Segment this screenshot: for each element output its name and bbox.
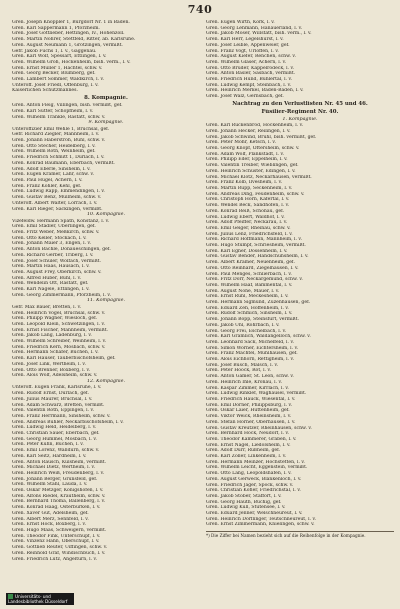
- footnote: *) Die Ziffer bei Namen bezieht sich auf die Reihenfolge in der Kompagnie.: [206, 531, 394, 538]
- casualty-entry: Gren. Jakob Lang, Ladenburg, l. v.: [12, 333, 92, 339]
- casualty-entry: Gren. Wilhelm Glaser, Achern, l. v.: [206, 59, 287, 65]
- casualty-entry: Vizefeldw. Hermann Späth, Konstanz, l. v.: [12, 218, 110, 224]
- casualty-entry: Gren. Franz Herrmann, Sinsheim, schw. v.: [12, 413, 111, 419]
- casualty-entry: Gren. Josef Busch, Malsch, l. v.: [206, 362, 279, 368]
- casualty-entry: Gren. Karl Sappermann 1, Pforzheim.: [12, 25, 100, 31]
- library-stamp: [6, 593, 74, 605]
- casualty-entry: Gren. Franz Kolb, Ilvesheim, l. v.: [206, 180, 283, 186]
- casualty-entry: Gren. Otto Lang, Leopoldshafen, l. v.: [206, 471, 292, 477]
- casualty-entry: Gren. Georg Lehmann, Hanauerland, l. v.: [206, 25, 303, 31]
- casualty-entry: Gren. Friedrich Lutz, Angeltürn, l. v.: [12, 556, 98, 562]
- casualty-entry: Gren. Vinzenz Hahn, Oberschüpf, l. v.: [12, 539, 100, 545]
- casualty-entry: Gren. Andreas Ding, Feudenheim, schw. v.: [206, 191, 305, 197]
- casualty-entry: Gren. Karl Sutter, Schopfheim, l. v.: [12, 108, 94, 114]
- casualty-entry: Gren. Alfons Riedel, Krautheim, schw. v.: [12, 493, 106, 499]
- casualty-entry: Gren. Julius Lenz, Friedrichsfeld, l. v.: [206, 231, 293, 237]
- casualty-entry: Gren. Michael Dietz, Wertheim, l. v.: [12, 465, 96, 471]
- casualty-entry: Gren. Otto Brenner, Boxberg, l. v.: [12, 367, 91, 373]
- casualty-entry: Gren. Richard Gerber, Triberg, l. v.: [12, 252, 94, 258]
- casualty-entry: Gren. Heinrich Merkel, Baden-Baden, l. v.: [206, 88, 304, 94]
- casualty-entry: Gren. Ludwig Kull, Stutensee, l. v.: [206, 505, 286, 511]
- casualty-entry: Kaiserlichen Schutzmannes.: [12, 88, 78, 94]
- casualty-entry: Gren. Wilhelm Roth, Weinheim, gef.: [12, 149, 96, 155]
- section-heading: 8. Kompagnie.: [84, 95, 128, 102]
- casualty-entry: Gren. Adolf Eberle, Sinsheim, l. v.: [12, 166, 91, 172]
- casualty-entry: Gren. Michael Klotz, Neckarhausen, vermißt.: [206, 174, 312, 180]
- casualty-entry: Gren. Fritz Weber, Meßkirch, schw. v.: [12, 230, 100, 236]
- casualty-entry: Gren. Wilhelm Leicht, Eggenstein, vermißt.: [206, 465, 308, 471]
- casualty-entry: Gren. Ludwig Rinklef, Waghäusel, vermißt.: [206, 391, 307, 397]
- casualty-entry: Gren. Rudolf Ernst, Durlach, gef.: [12, 391, 90, 397]
- casualty-entry: Gren. August Frey, Oberkirch, schw. v.: [12, 269, 102, 275]
- casualty-entry: Gren. Gustav Benz, Müllheim, schw. v.: [12, 195, 102, 201]
- casualty-entry: Gren. August Neumann 1, Grötzingen, vermißt.: [12, 42, 123, 48]
- casualty-entry: Gren. Johann Bopp, Steinsfurt, vermißt.: [206, 317, 299, 323]
- casualty-entry: Gren. Christian Sauer, Eberbach, gef.: [12, 431, 100, 437]
- company-heading: 12. Kompagnie.: [86, 379, 126, 384]
- casualty-entry: Gren. Karl Egner, Dossenheim, l. v.: [206, 248, 288, 254]
- casualty-entry: Gren. Josef Link, Wertheim, l. v.: [12, 361, 86, 367]
- casualty-entry: Gren. Wendel Beck, Sandhofen, l. v.: [206, 203, 290, 209]
- casualty-entry: Gren. Heinrich Weiß, Freudenberg, l. v.: [12, 470, 105, 476]
- right-column: [206, 20, 394, 592]
- casualty-entry: Gren. Paul Hügel, Achern, l. v.: [12, 177, 83, 183]
- left-column: [12, 20, 200, 592]
- casualty-entry: Gren. Jakob Uhl, Rohrbach, l. v.: [206, 322, 280, 328]
- casualty-entry: Gren. Heinrich Dörflinger, Teutschneureut, l. v.: [206, 516, 316, 522]
- casualty-entry: Gren. Ludwig Ebert, Waldhof, l. v.: [206, 214, 285, 220]
- casualty-entry: Gren. Johann Haberstroh, Bühl, schw. v.: [12, 138, 106, 144]
- casualty-entry: Gren. Konrad Baumann, Eberbach, vermißt.: [12, 160, 115, 166]
- casualty-entry: Gren. Karl Seitz, Hardheim, l. v.: [12, 453, 87, 459]
- casualty-entry: Gren. Christoph Horn, Käfertal, l. v.: [206, 197, 290, 203]
- casualty-entry: Gren. Bernhard Thoma, Ballenberg, l. v.: [12, 499, 106, 505]
- casualty-entry: Gren. Ernst Rühl, Meckesheim, l. v.: [206, 294, 289, 300]
- casualty-entry: Gren. Simon Wörner, Eichtersheim, l. v.: [206, 345, 299, 351]
- casualty-entry: Gefr. Jakob Fuchs 1, l. v., Gaggenau.: [12, 48, 97, 54]
- casualty-entry: Gren. Adam Schwarz, Bretten, vermißt.: [12, 402, 105, 408]
- casualty-entry: Gren. Ernst Nagel, Liedolsheim, l. v.: [206, 442, 291, 448]
- casualty-entry: Gren. Oskar Metzger, Königshofen, l. v.: [12, 488, 104, 494]
- casualty-entry: Gren. Ernst Zimmermann, Knielingen, schw. v.: [206, 522, 315, 528]
- casualty-entry: Gren. Philipp Wagner, Wiesloch, gef.: [12, 316, 98, 322]
- casualty-entry: Gren. Konrad Haag, Osterburken, l. v.: [12, 505, 101, 511]
- casualty-entry: Gren. Adolf Dürr, Rußheim, gef.: [206, 448, 281, 454]
- casualty-entry: Gren. Alois Eichhorn, Rettigheim, l. v.: [206, 357, 295, 363]
- casualty-entry: Unteroff. Eugen Frank, Karlsruhe, l. v.: [12, 385, 102, 391]
- casualty-entry: Gren. Wilhelm Gröh, Hockenheim, bish. verm., l. v.: [12, 59, 131, 65]
- casualty-entry: Gren. Ludwig Rapp, Emmendingen, l. v.: [12, 189, 105, 195]
- casualty-entry: Gren. Anton Rausch, Külsheim, vermißt.: [12, 459, 107, 465]
- casualty-entry: Gren. Friedrich Hauck, Wiesental, l. v.: [206, 397, 296, 402]
- company-heading: 10. Kompagnie.: [86, 212, 126, 218]
- stamp-line-1: Universitäts- und: [15, 594, 51, 599]
- casualty-entry: Gren. Andreas Bühler, Neckarbischofsheim, l. v.: [12, 419, 124, 425]
- casualty-entry: Gren. Ludwig Kempf, Steinbach, l. v.: [206, 82, 292, 88]
- casualty-entry: Gren. Peter Mohr, Ketsch, l. v.: [206, 140, 276, 146]
- casualty-entry: Gren. Alois Wolf, Adelsheim, schw. v.: [12, 373, 98, 379]
- casualty-entry: Gren. Georg Hauth, Büchig, gef.: [206, 499, 282, 505]
- casualty-entry: Gren. Karl Rieger, Säckingen, vermißt.: [12, 206, 103, 212]
- casualty-entry: Gren. Stefan Hörner, Oberhausen, l. v.: [206, 419, 296, 425]
- casualty-entry: Gren. Xaver Gut, Adelsheim, gef.: [12, 510, 89, 516]
- casualty-entry: Gren. Martin Nohrer, Stettfeld, Ritter, ab. Karlsruhe.: [12, 37, 136, 43]
- casualty-entry: Gren. Johann Hecker, Reilingen, l. v.: [206, 128, 291, 134]
- casualty-entry: Gren. Leopold Klein, Schwetzingen, l. v.: [12, 321, 106, 327]
- casualty-entry: Gren. Karl Hauser, Tauberbischofsheim, gef.: [12, 356, 116, 362]
- casualty-entry: Gren. Otto Keller, Stockach, l. v.: [12, 235, 87, 241]
- casualty-entry: Gren. Georg Becker, Blumberg, gef.: [12, 71, 96, 77]
- casualty-entry: Gren. August Kiefer, Renchen, schw. v.: [206, 54, 296, 60]
- casualty-entry: Gren. Lambert Sommer, Waldkirch, l. v.: [12, 77, 104, 83]
- casualty-entry: Gren. Peter Hoock, Rot, l. v.: [206, 368, 271, 374]
- casualty-entry: Gren. Wendelin Ott, Rastatt, gef.: [12, 281, 89, 287]
- casualty-entry: Gren. Richard Hoffmann, Mannheim, l. v.: [206, 237, 302, 243]
- casualty-entry: Gren. Kaspar Zimmer, Kirrlach, l. v.: [206, 385, 289, 391]
- casualty-entry: Gren. Josef Gottlieber, Hettingen, lv., Hohenzoll.: [12, 31, 125, 37]
- casualty-entry: Gren. Gustav Kreutzer, Rheinhausen, schw. v.: [206, 425, 312, 431]
- casualty-entry: Gren. Eugen Kramer, Lahr, schw. v.: [12, 172, 94, 178]
- casualty-entry: Gren. Jakob Schwind, Brühl, bish. vermißt, gef.: [206, 134, 317, 140]
- casualty-entry: Gren. Martin Haas, Hausach, l. v.: [12, 264, 90, 270]
- casualty-entry: Gren. Konrad Reiß, Schönau, gef.: [206, 208, 285, 214]
- casualty-entry: Gren. August Nohe, Mauer, l. v.: [206, 288, 280, 294]
- casualty-entry: Gren. Viktor Weick, Rheinsheim, l. v.: [206, 414, 292, 420]
- casualty-entry: Gren. Georg Hummel, Mosbach, l. v.: [12, 436, 97, 442]
- casualty-entry: Gren. Ernst Fischer, Mannheim, vermißt.: [12, 327, 109, 333]
- casualty-entry: Gren. Friedrich Kern, Mosbach, schw. v.: [12, 344, 106, 350]
- casualty-entry: Gren. Wilhelm Tränkle, Rastatt, schw. v.: [12, 114, 106, 120]
- casualty-entry: Gren. Philipp Eder, Eppelheim, l. v.: [206, 157, 288, 163]
- casualty-entry: Gren. Georg Zimmermann, Pforzheim, l. v.: [12, 292, 111, 298]
- casualty-entry: Gren. Anton Gamer, St. Leon, schw. v.: [206, 374, 294, 380]
- casualty-entry: Gren. Friedrich Hund, Bühlertal, l. v.: [206, 77, 292, 83]
- casualty-entry: Gren. Jakob Stober, Staffort, l. v.: [206, 493, 282, 499]
- casualty-entry: Gren. Otto Bruder, Kappelrodeck, l. v.: [206, 65, 294, 71]
- casualty-entry: Gren. Theodor Kammerer, Graben, l. v.: [206, 436, 297, 442]
- casualty-entry: Gren. Adam Wolf, Plankstadt, l. v.: [206, 151, 284, 157]
- casualty-entry: Unteroff. Albert Walter, Lörrach, l. v.: [12, 200, 98, 206]
- casualty-entry: Gren. Anton Bächle, Donaueschingen, gef.: [12, 247, 111, 253]
- section-heading: Füsilier-Regiment Nr. 40.: [261, 108, 339, 115]
- casualty-entry: Gren. Wilhelm Haaf, Bammental, l. v.: [206, 282, 293, 288]
- casualty-entry: Gren. Joseph Knoppler 1, Burgdorf Nr. 1 in Baden.: [12, 20, 130, 25]
- casualty-entry: Gren. Hugo Maas, Schweigern, vermißt.: [12, 527, 107, 533]
- casualty-entry: Gren. Albert Krämer, Neuenheim, gef.: [206, 260, 295, 266]
- casualty-entry: Gren. Hermann Meinzer, Hochstetten, l. v.: [206, 459, 305, 465]
- casualty-entry: Gren. Georg Frei, Eschelbach, l. v.: [206, 328, 287, 334]
- company-heading: 1. Kompagnie.: [282, 116, 318, 122]
- casualty-entry: Gren. Ernst Müller 1, Hachtel, schw. v.: [12, 65, 103, 71]
- casualty-entry: Gren. Theodor Fink, Unterschüpf, l. v.: [12, 533, 101, 539]
- casualty-entry: Gren. Oskar Laier, Huttenheim, gef.: [206, 408, 290, 414]
- casualty-entry: Gren. Karl Herr, Legelshurst, l. v.: [206, 37, 284, 43]
- casualty-entry: Gren. Karl Nägele, Ettlingen, l. v.: [12, 287, 90, 293]
- casualty-entry: Gren. Emil Geiger, Rheinau, schw. v.: [206, 225, 291, 231]
- casualty-entry: Gren. Valentin Roth, Eppingen, l. v.: [12, 408, 95, 414]
- casualty-entry: Gren. Karl Wolf, Spessart, Ettlingen, l. v.: [12, 54, 107, 60]
- casualty-entry: Gren. Ernst Hock, Boxberg, l. v.: [12, 522, 87, 528]
- casualty-entry: Gren. Rudolf Schmich, Sinsheim, l. v.: [206, 311, 293, 317]
- casualty-entry: Gren. Albert Merz, Sennfeld, l. v.: [12, 516, 89, 522]
- casualty-entry: Gren. Eduard Zeh, Hoffenheim, l. v.: [206, 305, 289, 311]
- casualty-entry: Gren. Reinhold Graf, Windischbuch, l. v.: [12, 550, 106, 556]
- casualty-entry: Gren. Fritz Dörr, Neckargemünd, schw. v.: [206, 277, 303, 283]
- casualty-entry: Gren. Peter Kuhn, Buchen, l. v.: [12, 442, 84, 448]
- casualty-entry: Gren. Otto Reinhard, Ziegelhausen, l. v.: [206, 265, 299, 271]
- casualty-entry: Gren. Heinrich Vogel, Bruchsal, schw. v.: [12, 310, 106, 316]
- casualty-entry: Gren. Jakob Moser, Willstätt, bish. verm., l. v.: [206, 31, 312, 37]
- casualty-entry: Gren. Anton Basler, Sasbach, vermißt.: [206, 71, 296, 77]
- casualty-entry: Unteroff. Josef Friedl, Offenburg, l. v.: [12, 82, 99, 88]
- casualty-entry: Gren. Hermann Schäfer, Buchen, l. v.: [12, 350, 99, 356]
- casualty-entry: Gren. Josef Schuler, Wolfach, vermißt.: [12, 258, 101, 264]
- casualty-entry: Gren. Hugo Stumpf, Schriesheim, vermißt.: [206, 243, 306, 249]
- casualty-entry: Gren. Eugen Wirth, Kork, l. v.: [206, 20, 275, 25]
- stamp-line-2: Landesbibliothek Düsseldorf: [8, 599, 68, 604]
- casualty-entry: Gren. Hermann Sigmund, Zuzenhausen, gef.: [206, 300, 311, 306]
- casualty-entry: Gefr. Max Bauer, Bretten, l. v.: [12, 304, 82, 310]
- casualty-entry: Gren. Valentin Treiber, Wieblingen, gef.: [206, 163, 299, 169]
- casualty-entry: Gren. Heinrich Schuster, Edingen, l. v.: [206, 168, 296, 174]
- casualty-entry: Gren. Johann Maier 3, Engen, l. v.: [12, 241, 92, 247]
- section-heading: Nachtrag zu den Verlustlisten Nr. 45 und 46.: [232, 100, 368, 107]
- casualty-entry: Gren. Eduard Jenner, Welschneureut, l. v.: [206, 511, 303, 517]
- page-number: 740: [187, 3, 213, 16]
- casualty-entry: Gren. Wilhelm Schreiber, Weinheim, l. v.: [12, 339, 107, 345]
- casualty-entry: Gren. Christian Kofler, Friedrichstal, l. v.: [206, 488, 301, 494]
- casualty-entry: Gren. Franz Mächtel, Mühlhausen, gef.: [206, 351, 298, 357]
- casualty-entry: Gren. Wilhelm Stahl, Lauda, l. v.: [12, 482, 88, 488]
- casualty-entry: Gren. Anton Fleig, Villingen, bish. vermißt, gef.: [12, 103, 123, 109]
- casualty-entry: Gren. Martin Rupp, Seckenheim, l. v.: [206, 185, 293, 191]
- casualty-entry: Gren. Emil Stadler, Überlingen, gef.: [12, 224, 96, 230]
- casualty-entry: Gren. Karl Gramlich, Waldangelloch, schw. v.: [206, 334, 311, 340]
- company-heading: 11. Kompagnie.: [86, 298, 126, 304]
- casualty-entry: Gren. Franz Vogt, Urloffen, l. v.: [206, 48, 279, 54]
- casualty-entry: Gren. Friedrich Schmitt 1, Durlach, l. v.: [12, 155, 105, 161]
- casualty-entry: Gren. August Gerweck, Blankenloch, l. v.: [206, 476, 302, 482]
- casualty-entry: Gren. Ludwig Held, Heidelberg, l. v.: [12, 425, 97, 431]
- casualty-entry: Gren. Emil Dörner, Philippsburg, l. v.: [206, 402, 293, 408]
- casualty-entry: Gren. Georg Knopf, Oftersheim, schw. v.: [206, 146, 300, 152]
- casualty-entry: Unteroffizier Emil Wehle 1, Bruchsal, gef.: [12, 126, 110, 132]
- casualty-entry: Gren. Julius Maurer, Bruchsal, l. v.: [12, 396, 93, 402]
- casualty-entry: Gren. Gottlieb Reuter, Uiffingen, schw. v.: [12, 545, 108, 551]
- casualty-entry: Gefr. Richard Ziegler, Mannheim, l. v.: [12, 132, 100, 138]
- casualty-entry: Gren. Emil Lorenz, Walldürn, schw. v.: [12, 448, 100, 454]
- casualty-entry: Gren. Gustav Bender, Handschuhsheim, l. v.: [206, 254, 309, 260]
- casualty-entry: Gren. Adolf Pfeiffer, Neckarau, l. v.: [206, 220, 288, 226]
- casualty-entry: Gren. Paul Menges, Schlierbach, l. v.: [206, 271, 292, 277]
- casualty-entry: Gren. Alfred Huber, Bühl, l. v.: [12, 275, 82, 281]
- casualty-entry: Gren. Otto Stecher, Heidelberg, l. v.: [12, 143, 96, 149]
- casualty-entry: Gren. Leonhard Sack, Michelfeld, l. v.: [206, 339, 294, 345]
- casualty-entry: Gren. Karl Ruckenbrod, Hockenheim, l. v.: [206, 123, 304, 129]
- casualty-entry: Gren. Heinrich Ihle, Kronau, l. v.: [206, 379, 283, 385]
- casualty-entry: Gren. Karl Zoller, Linkenheim, l. v.: [206, 454, 287, 460]
- casualty-entry: Gren. Friedrich Jäger, Spöck, schw. v.: [206, 482, 294, 488]
- casualty-entry: Gren. Josef Walz, Gernsbach, gef.: [206, 94, 284, 100]
- casualty-entry: Gren. Bernhard Hock, Neudorf, l. v.: [206, 431, 290, 437]
- casualty-entry: Gren. Franz Köhler, Kehl, gef.: [12, 183, 82, 189]
- casualty-entry: Gren. Johann Berger, Grünsfeld, gef.: [12, 476, 98, 482]
- casualty-entry: Gren. Josef Leible, Appenweier, gef.: [206, 42, 290, 48]
- company-heading: 9. Kompagnie.: [88, 120, 124, 126]
